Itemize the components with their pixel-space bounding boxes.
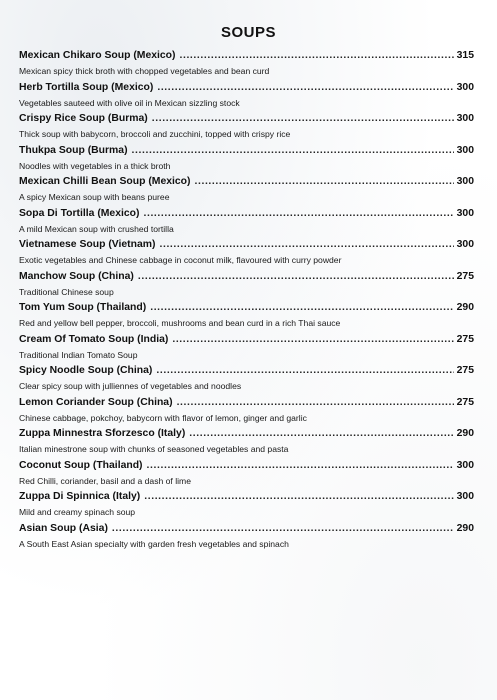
item-description: Clear spicy soup with julliennes of vegetables and noodles xyxy=(19,381,242,391)
menu-item xyxy=(19,491,474,523)
item-price: 300 xyxy=(456,239,474,250)
item-name: Zuppa Di Spinnica (Italy) xyxy=(19,491,141,502)
item-description: A South East Asian specialty with garden fresh vegetables and spinach xyxy=(19,538,289,549)
item-price: 275 xyxy=(456,365,474,376)
item-price: 300 xyxy=(456,176,474,187)
dot-leader xyxy=(143,208,453,219)
item-name: Crispy Rice Soup (Burma) xyxy=(19,113,148,124)
item-description: Mild and creamy spinach soup xyxy=(19,507,136,517)
item-description: Vegetables sauteed with olive oil in Mexican sizzling stock xyxy=(19,97,240,108)
item-price: 300 xyxy=(456,459,474,471)
dot-leader xyxy=(132,145,454,156)
menu-item xyxy=(19,428,474,460)
item-name: Vietnamese Soup (Vietnam) xyxy=(19,239,156,250)
item-description: Thick soup with babycorn, broccoli and zucchini, topped with crispy rice xyxy=(19,129,291,139)
item-name: Asian Soup (Asia) xyxy=(19,522,108,534)
item-name: Mexican Chilli Bean Soup (Mexico) xyxy=(19,176,191,187)
item-description: Red and yellow bell pepper, broccoli, mushrooms and bean curd in a rich Thai sauce xyxy=(19,318,341,328)
dot-leader xyxy=(159,239,453,250)
item-price: 315 xyxy=(456,50,474,61)
dot-leader xyxy=(112,523,454,534)
menu-item xyxy=(19,82,474,114)
dot-leader xyxy=(156,365,453,376)
dot-leader xyxy=(179,50,453,61)
item-price: 290 xyxy=(456,428,474,439)
dot-leader xyxy=(194,176,453,187)
menu-item xyxy=(19,145,474,177)
item-name: Zuppa Minnestra Sforzesco (Italy) xyxy=(19,428,186,439)
item-price: 300 xyxy=(456,144,474,156)
item-price: 300 xyxy=(456,491,474,502)
menu-item xyxy=(19,523,474,555)
dot-leader xyxy=(177,397,454,408)
item-name: Tom Yum Soup (Thailand) xyxy=(19,302,147,313)
dot-leader xyxy=(157,82,453,93)
item-price: 300 xyxy=(456,207,474,219)
menu-item xyxy=(19,334,474,366)
dot-leader xyxy=(152,113,454,124)
item-name: Coconut Soup (Thailand) xyxy=(19,459,143,471)
item-description: Red Chilli, coriander, basil and a dash of lime xyxy=(19,475,191,486)
item-price: 290 xyxy=(456,522,474,534)
item-name: Lemon Coriander Soup (China) xyxy=(19,396,173,408)
page-title: SOUPS xyxy=(220,24,276,41)
dot-leader xyxy=(172,334,453,345)
dot-leader xyxy=(150,302,453,313)
item-description: A mild Mexican soup with crushed tortilla xyxy=(19,223,174,234)
menu-item xyxy=(19,302,474,334)
dot-leader xyxy=(147,460,454,471)
item-name: Herb Tortilla Soup (Mexico) xyxy=(19,81,154,93)
dot-leader xyxy=(144,491,453,502)
menu-item xyxy=(19,271,474,303)
item-name: Cream Of Tomato Soup (India) xyxy=(19,333,169,345)
menu-item xyxy=(19,397,474,429)
item-price: 275 xyxy=(456,396,474,408)
menu-item xyxy=(19,113,474,145)
item-description: Chinese cabbage, pokchoy, babycorn with flavor of lemon, ginger and garlic xyxy=(19,412,307,423)
item-price: 300 xyxy=(456,113,474,124)
item-description: Traditional Chinese soup xyxy=(19,286,114,297)
item-price: 290 xyxy=(456,302,474,313)
menu-item xyxy=(19,365,474,397)
item-price: 275 xyxy=(456,270,474,282)
item-name: Thukpa Soup (Burma) xyxy=(19,144,128,156)
item-description: Traditional Indian Tomato Soup xyxy=(19,349,138,360)
item-description: Italian minestrone soup with chunks of seasoned vegetables and pasta xyxy=(19,444,289,454)
item-price: 275 xyxy=(456,333,474,345)
item-description: Exotic vegetables and Chinese cabbage in coconut milk, flavoured with curry powder xyxy=(19,255,342,265)
menu-item xyxy=(19,50,474,82)
item-name: Manchow Soup (China) xyxy=(19,270,134,282)
item-name: Spicy Noodle Soup (China) xyxy=(19,365,153,376)
item-description: Mexican spicy thick broth with chopped vegetables and bean curd xyxy=(19,66,270,76)
menu-list xyxy=(19,50,474,554)
menu-item xyxy=(19,239,474,271)
menu-item xyxy=(19,176,474,208)
item-description: Noodles with vegetables in a thick broth xyxy=(19,160,171,171)
item-price: 300 xyxy=(456,81,474,93)
menu-item xyxy=(19,208,474,240)
dot-leader xyxy=(138,271,454,282)
item-description: A spicy Mexican soup with beans puree xyxy=(19,192,170,202)
dot-leader xyxy=(189,428,453,439)
item-name: Sopa Di Tortilla (Mexico) xyxy=(19,207,140,219)
item-name: Mexican Chikaro Soup (Mexico) xyxy=(19,50,176,61)
menu-item xyxy=(19,460,474,492)
